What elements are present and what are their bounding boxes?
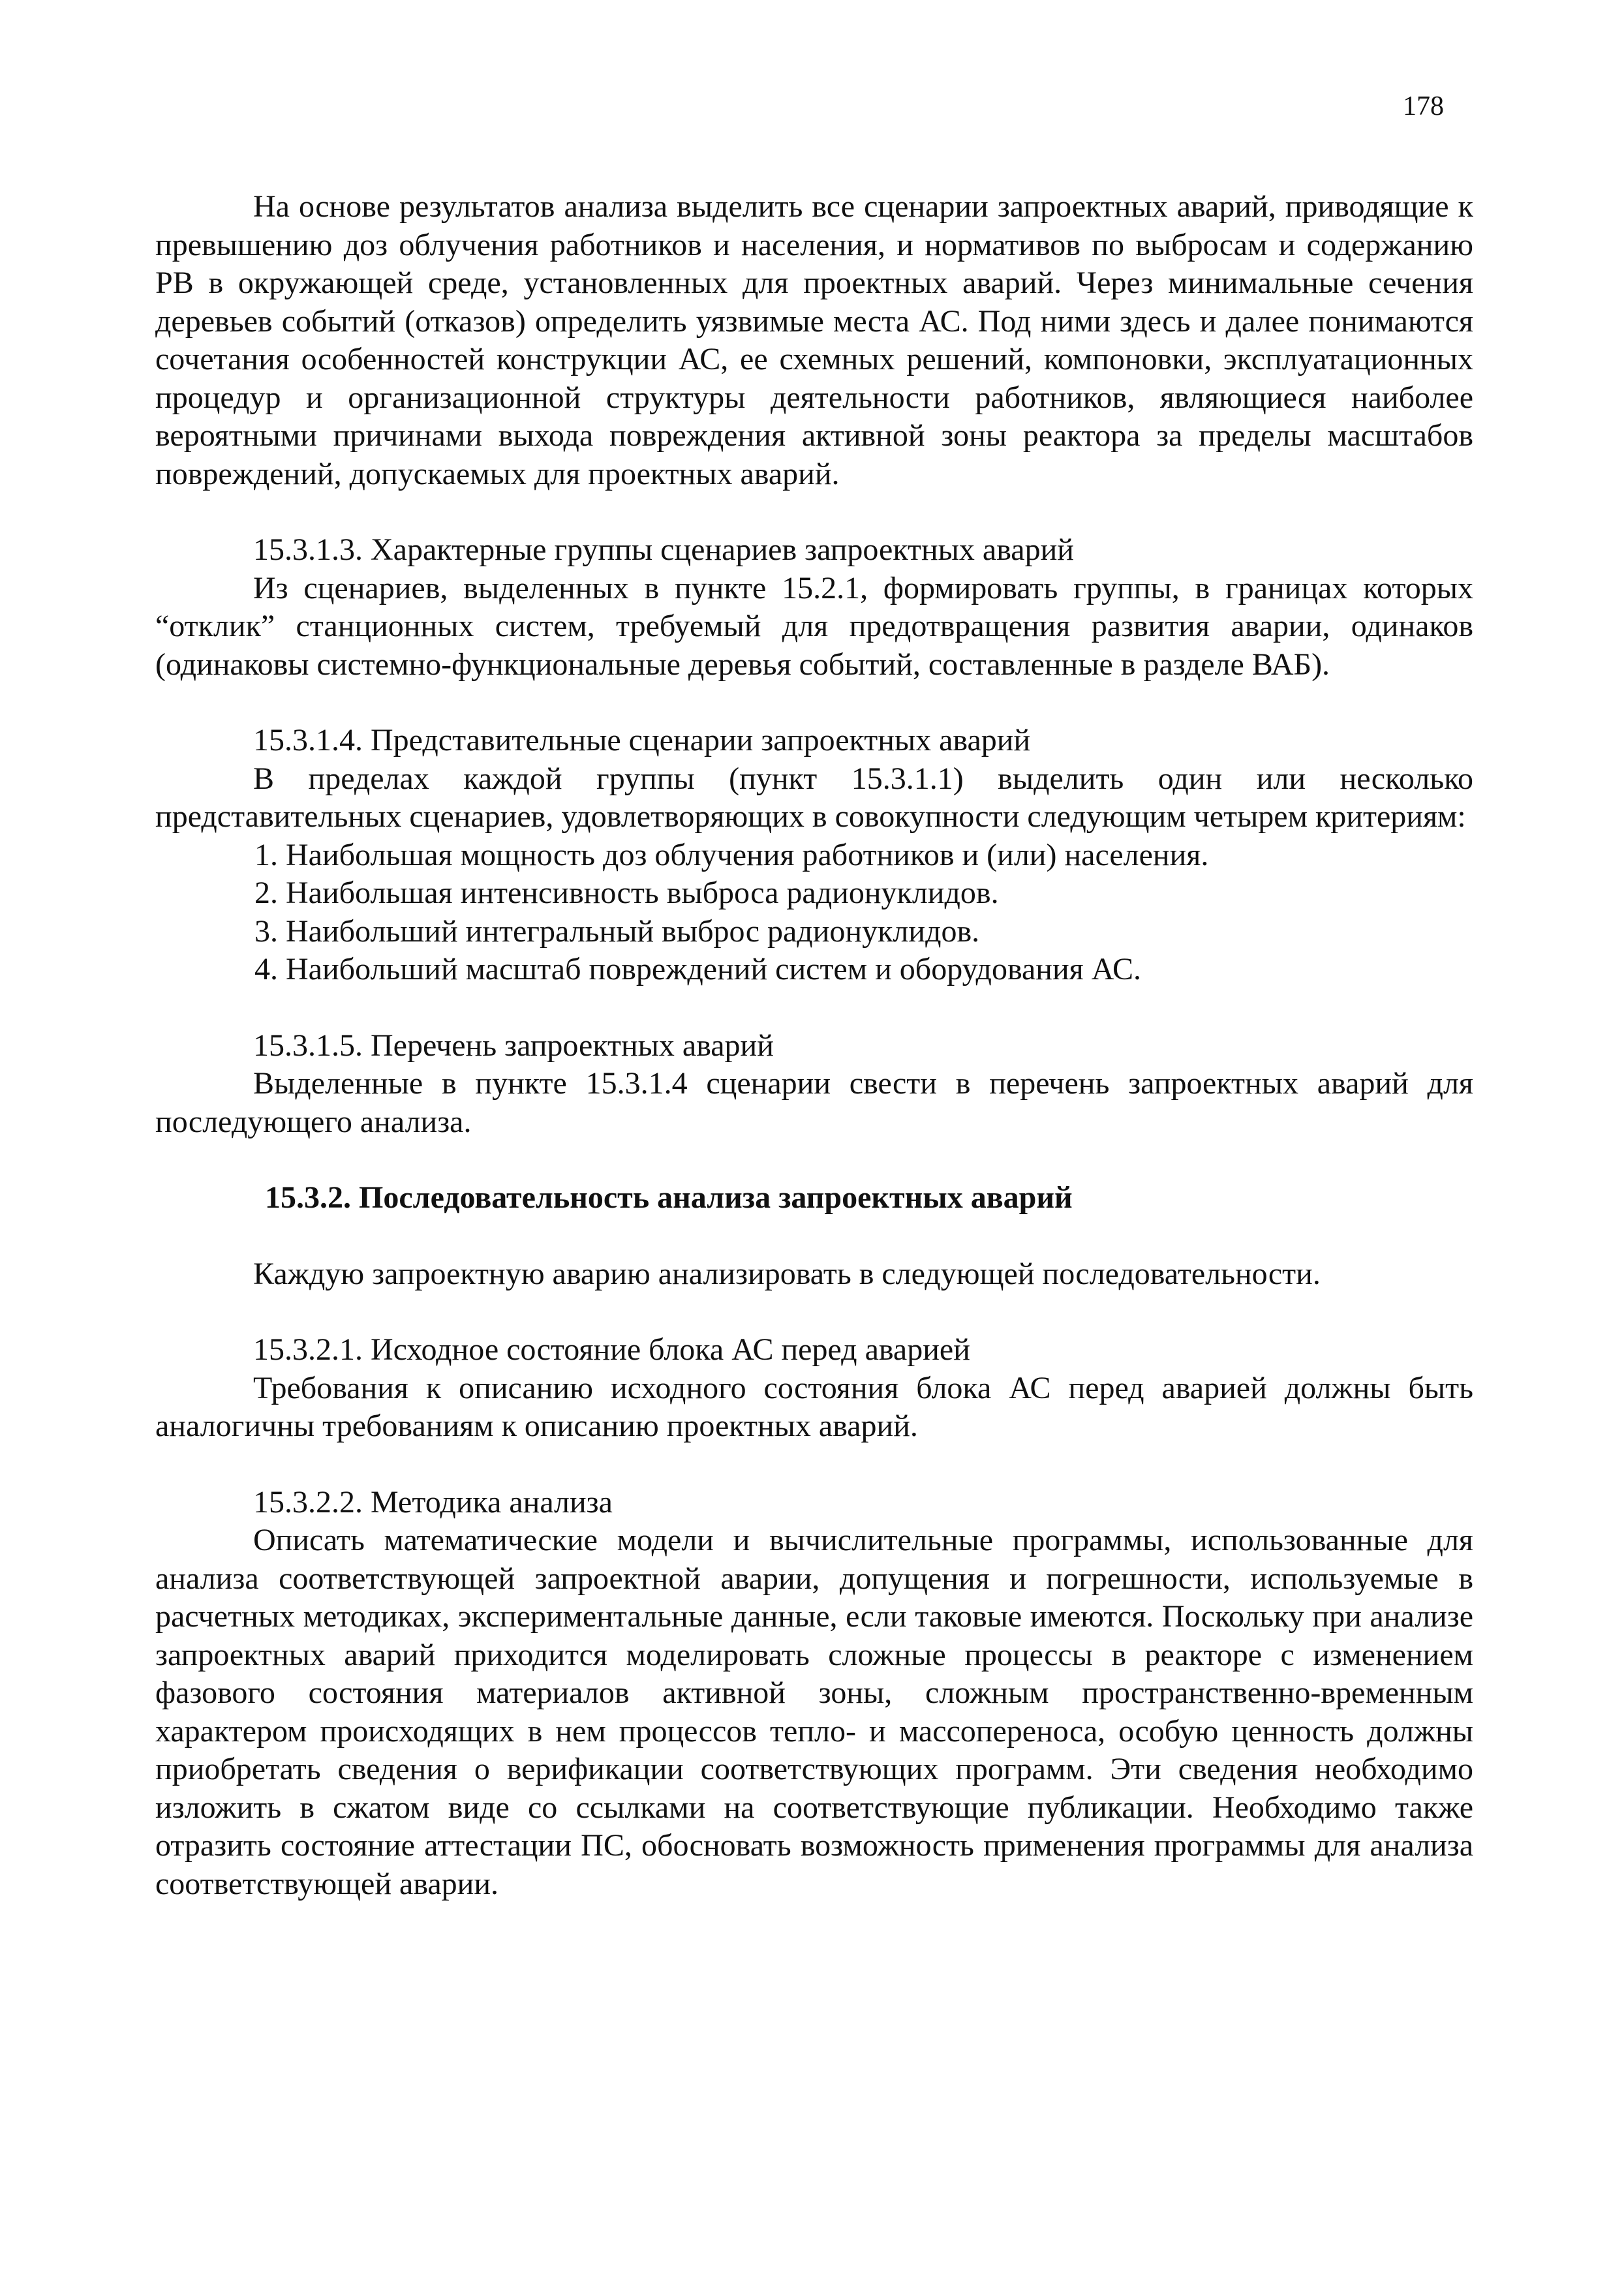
spacer <box>155 493 1473 531</box>
section-15-3-2-1-text: Требования к описанию исходного состояния блока АС перед аварией должны быть аналогичны требованиям к описанию проектных аварий. <box>155 1370 1473 1443</box>
section-15-3-1-4-heading: 15.3.1.4. Представительные сценарии запроектных аварий <box>253 723 1031 757</box>
page-number: 178 <box>1403 91 1444 121</box>
section-15-3-1-5-heading: 15.3.1.5. Перечень запроектных аварий <box>253 1028 774 1063</box>
section-15-3-1-5-text: Выделенные в пункте 15.3.1.4 сценарии свести в перечень запроектных аварий для последующего анализа. <box>155 1066 1473 1139</box>
criteria-list <box>155 836 1473 989</box>
spacer <box>155 989 1473 1027</box>
list-item: 4. Наибольший масштаб повреждений систем и оборудования АС. <box>254 952 1142 986</box>
section-15-3-2-2-text: Описать математические модели и вычислительные программы, использованные для анализа соответствующей запроектной аварии, допущения и погрешности, используемые в расчетных методиках, экспериментальные данные, если таковые имеются. Поскольку при анализе запроектных аварий приходится моделировать сложные процессы в реакторе с изменением фазового состояния материалов активной зоны, сложным пространственно-временным характером происходящих в нем процессов тепло- и массопереноса, особую ценность должны приобретать сведения о верификации соответствующих программ. Эти сведения необходимо изложить в сжатом виде со ссылками на соответствующие публикации. Необходимо также отразить состояние аттестации ПС, обосновать возможность применения программы для анализа соответствующей аварии. <box>155 1523 1473 1901</box>
section-15-3-1-4-text: В пределах каждой группы (пункт 15.3.1.1) выделить один или несколько представительных сценариев, удовлетворяющих в совокупности следующим четырем критериям: <box>155 761 1473 834</box>
section-15-3-1-3-text: Из сценариев, выделенных в пункте 15.2.1, формировать группы, в границах которых “отклик” станционных систем, требуемый для предотвращения развития аварии, одинаков (одинаковы системно-функциональные деревья событий, составленные в разделе ВАБ). <box>155 570 1473 682</box>
section-15-3-2-text: Каждую запроектную аварию анализировать в следующей последовательности. <box>253 1256 1321 1291</box>
spacer <box>155 1293 1473 1331</box>
list-item: 2. Наибольшая интенсивность выброса радионуклидов. <box>254 876 999 910</box>
section-15-3-2-1-heading: 15.3.2.1. Исходное состояние блока АС перед аварией <box>253 1332 970 1367</box>
section-15-3-1-3-heading: 15.3.1.3. Характерные группы сценариев запроектных аварий <box>253 532 1074 567</box>
document-body <box>155 188 1473 1903</box>
spacer <box>155 1141 1473 1179</box>
intro-paragraph: На основе результатов анализа выделить все сценарии запроектных аварий, приводящие к превышению доз облучения работников и населения, и нормативов по выбросам и содержанию РВ в окружающей среде, установленных для проектных аварий. Через минимальные сечения деревьев событий (отказов) определить уязвимые места АС. Под ними здесь и далее понимаются сочетания особенностей конструкции АС, ее схемных решений, компоновки, эксплуатационных процедур и организационной структуры деятельности работников, являющиеся наиболее вероятными причинами выхода повреждения активной зоны реактора за пределы масштабов повреждений, допускаемых для проектных аварий. <box>155 189 1473 491</box>
list-item: 1. Наибольшая мощность доз облучения работников и (или) населения. <box>254 837 1209 872</box>
section-15-3-2-heading: 15.3.2. Последовательность анализа запроектных аварий <box>265 1180 1073 1215</box>
spacer <box>155 1446 1473 1484</box>
spacer <box>155 1217 1473 1255</box>
spacer <box>155 684 1473 722</box>
list-item: 3. Наибольший интегральный выброс радионуклидов. <box>254 913 980 949</box>
section-15-3-2-2-heading: 15.3.2.2. Методика анализа <box>253 1484 613 1520</box>
